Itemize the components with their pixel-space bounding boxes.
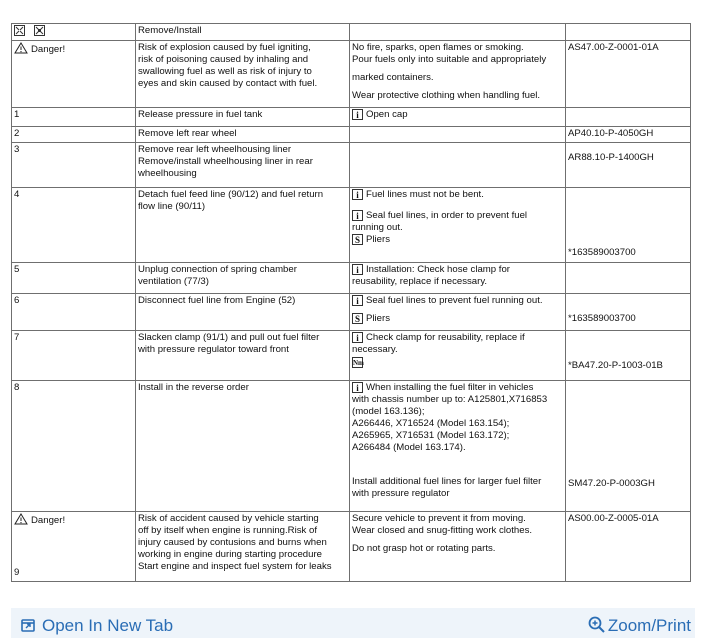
reference-link[interactable]: *BA47.20-P-1003-01B: [568, 360, 663, 371]
zoom-in-icon: [588, 616, 605, 633]
operation-text: working in engine during starting procedure: [138, 549, 322, 560]
danger-label: Danger!: [31, 515, 66, 526]
table-row: [12, 381, 691, 512]
note-text: Secure vehicle to prevent it from moving.: [352, 513, 526, 524]
reference-link[interactable]: AS47.00-Z-0001-01A: [566, 41, 691, 108]
operation-text: with pressure regulator toward front: [138, 344, 289, 355]
note-text: Seal fuel lines to prevent fuel running out.: [366, 295, 543, 306]
table-row: [12, 188, 691, 263]
note-text: with pressure regulator: [352, 488, 450, 499]
note-text: A266484 (Model 163.174).: [352, 442, 466, 453]
table-header-row: [12, 24, 691, 41]
note-text: Wear protective clothing when handling fuel.: [352, 90, 541, 101]
tool-label: Pliers: [366, 313, 390, 324]
note-text: running out.: [352, 222, 403, 233]
operation-text: wheelhousing: [138, 168, 197, 179]
step-number: 8: [12, 381, 136, 512]
info-icon[interactable]: i: [352, 189, 363, 200]
table-row: [12, 263, 691, 294]
operation-text: Remove left rear wheel: [136, 127, 350, 143]
footer-bar: [11, 608, 695, 638]
step-number: 5: [12, 263, 136, 294]
note-text: with chassis number up to: A125801,X716853: [352, 394, 548, 405]
tool-label: Pliers: [366, 234, 390, 245]
open-in-new-tab-label: Open In New Tab: [42, 616, 174, 635]
header-title: Remove/Install: [136, 24, 350, 41]
note-text: (model 163.136);: [352, 406, 425, 417]
reference-link[interactable]: *163589003700: [568, 313, 636, 324]
step-number: 6: [12, 294, 136, 331]
operation-text: Release pressure in fuel tank: [136, 108, 350, 127]
table-row: [12, 331, 691, 381]
operation-text: Install in the reverse order: [136, 381, 350, 512]
reference-link[interactable]: AP40.10-P-4050GH: [566, 127, 691, 143]
zoom-print-link[interactable]: [588, 616, 691, 636]
note-text: reusability, replace if necessary.: [352, 276, 488, 287]
note-text: No fire, sparks, open flames or smoking.: [352, 42, 524, 53]
table-row: [12, 143, 691, 188]
note-text: Do not grasp hot or rotating parts.: [352, 543, 496, 554]
tool-icon[interactable]: S: [352, 313, 363, 324]
step-number: 2: [12, 127, 136, 143]
table-row: [12, 127, 691, 143]
operation-text: eyes and skin caused by contact with fuel.: [138, 78, 318, 89]
note-text: Open cap: [366, 109, 408, 120]
table-row: [12, 108, 691, 127]
danger-cell: [12, 512, 136, 582]
step-number: 9: [14, 567, 20, 578]
note-text: A265965, X716531 (Model 163.172);: [352, 430, 510, 441]
info-icon[interactable]: i: [352, 382, 363, 393]
reference-link[interactable]: AR88.10-P-1400GH: [568, 152, 654, 163]
operation-text: Start engine and inspect fuel system for leaks: [138, 561, 332, 572]
operation-text: Detach fuel feed line (90/12) and fuel return: [138, 189, 324, 200]
operation-text: injury caused by contusions and burns when: [138, 537, 327, 548]
operation-text: flow line (90/11): [138, 201, 206, 212]
table-row: [12, 41, 691, 108]
table-row: [12, 294, 691, 331]
new-tab-icon: [21, 618, 36, 633]
step-number: 7: [12, 331, 136, 381]
note-text: Fuel lines must not be bent.: [366, 189, 484, 200]
operation-text: Remove rear left wheelhousing liner: [138, 144, 292, 155]
reference-link[interactable]: *163589003700: [568, 247, 636, 258]
info-icon[interactable]: i: [352, 109, 363, 120]
note-text: marked containers.: [352, 72, 434, 83]
operation-text: swallowing fuel as well as risk of injury to: [138, 66, 312, 77]
step-number: 1: [12, 108, 136, 127]
note-text: When installing the fuel filter in vehicles: [366, 382, 534, 393]
danger-cell: [12, 41, 136, 108]
operation-text: Risk of accident caused by vehicle starting: [138, 513, 319, 524]
note-text: Wear closed and snug-fitting work clothes.: [352, 525, 533, 536]
operation-text: Risk of explosion caused by fuel igniting,: [138, 42, 311, 53]
info-icon[interactable]: i: [352, 295, 363, 306]
tool-icon[interactable]: S: [352, 234, 363, 245]
warning-triangle-icon: [14, 42, 28, 54]
procedure-table: [11, 23, 691, 582]
step-number: 4: [12, 188, 136, 263]
note-text: Check clamp for reusability, replace if: [366, 332, 525, 343]
open-in-new-tab-link[interactable]: [21, 616, 173, 636]
note-text: Pour fuels only into suitable and appropriately: [352, 54, 547, 65]
operation-text: Disconnect fuel line from Engine (52): [136, 294, 350, 331]
operation-text: Unplug connection of spring chamber: [138, 264, 297, 275]
operation-text: ventilation (77/3): [138, 276, 209, 287]
step-number: 3: [12, 143, 136, 188]
danger-label: Danger!: [31, 44, 66, 55]
operation-text: Remove/install wheelhousing liner in rear: [138, 156, 313, 167]
note-text: A266446, X716524 (Model 163.154);: [352, 418, 510, 429]
operation-text: off by itself when engine is running.Risk of: [138, 525, 318, 536]
zoom-print-label: Zoom/Print: [607, 616, 691, 635]
header-icons-cell: [12, 24, 136, 41]
note-text: Install additional fuel lines for larger fuel filter: [352, 476, 542, 487]
table-row: [12, 512, 691, 582]
warning-triangle-icon: [14, 513, 28, 525]
collapse-icon[interactable]: [34, 25, 45, 36]
torque-icon[interactable]: Nm: [353, 359, 364, 367]
info-icon[interactable]: i: [352, 210, 363, 221]
note-text: Seal fuel lines, in order to prevent fuel: [366, 210, 528, 221]
operation-text: Slacken clamp (91/1) and pull out fuel filter: [138, 332, 320, 343]
reference-link[interactable]: AS00.00-Z-0005-01A: [566, 512, 691, 582]
reference-link[interactable]: SM47.20-P-0003GH: [568, 478, 655, 489]
info-icon[interactable]: i: [352, 332, 363, 343]
procedure-table-wrapper: [11, 23, 690, 582]
note-text: necessary.: [352, 344, 398, 355]
operation-text: risk of poisoning caused by inhaling and: [138, 54, 309, 65]
expand-icon[interactable]: [14, 25, 25, 36]
info-icon[interactable]: i: [352, 264, 363, 275]
note-text: Installation: Check hose clamp for: [366, 264, 510, 275]
